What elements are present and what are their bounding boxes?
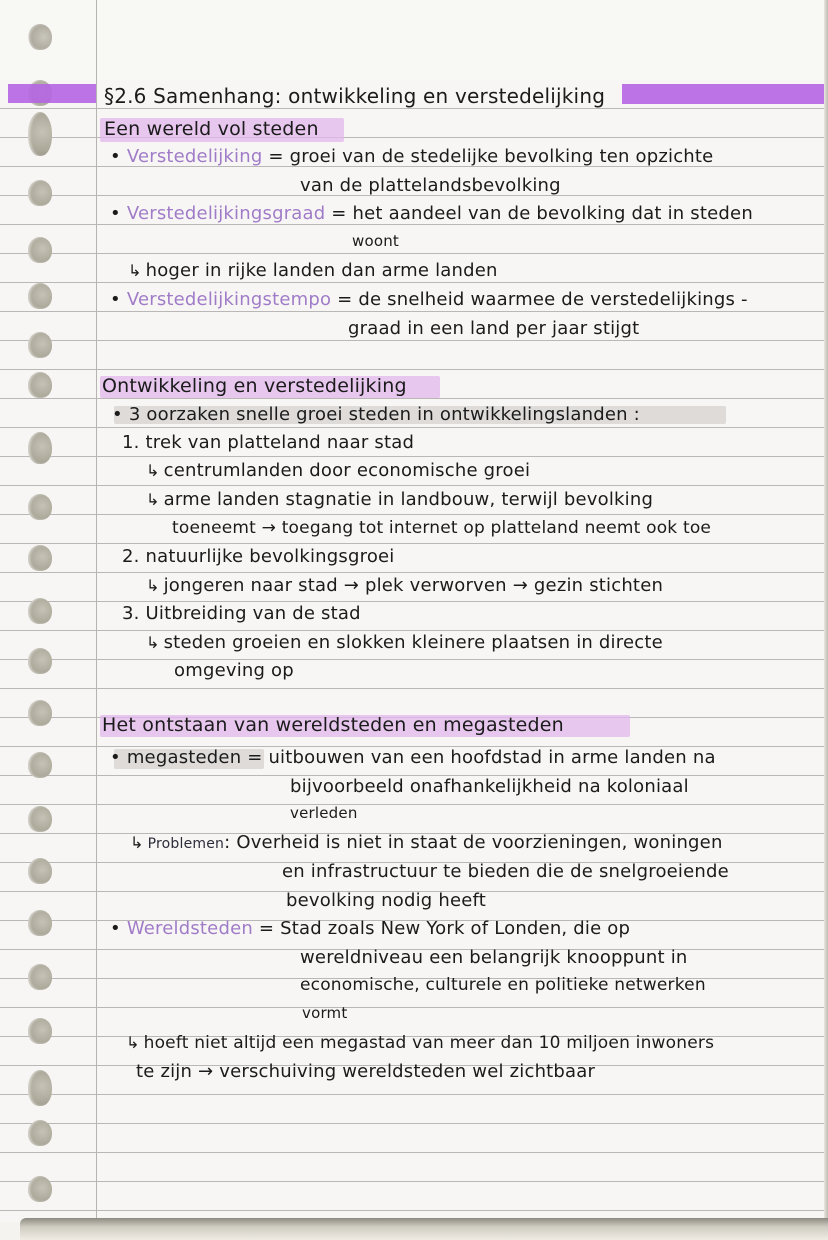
- punch-hole-icon: [28, 372, 52, 398]
- page-right-edge: [824, 0, 828, 1222]
- hook-arrow-icon: ↳: [146, 461, 160, 480]
- note-text: centrumlanden door economische groei: [163, 460, 531, 481]
- definition: uitbouwen van een hoofdstad in arme landen na: [268, 747, 716, 768]
- section-intro: [112, 404, 640, 425]
- definition-continued: economische, culturele en politieke netwerken: [300, 975, 706, 995]
- separator: =: [331, 289, 359, 310]
- hook-arrow-icon: ↳: [130, 833, 144, 852]
- punch-hole-icon: [28, 910, 52, 936]
- definition-continued: verleden: [290, 804, 358, 822]
- section-heading: Een wereld vol steden: [104, 118, 319, 140]
- section-heading: Het ontstaan van wereldsteden en megasteden: [102, 714, 564, 736]
- note-continued: omgeving op: [174, 660, 294, 681]
- title-highlight-right: [622, 84, 824, 104]
- separator: =: [325, 203, 353, 224]
- punch-hole-icon: [28, 858, 52, 884]
- sub-note: [146, 632, 663, 653]
- note-text: steden groeien en slokken kleinere plaatsen in directe: [163, 632, 663, 653]
- sub-note: [146, 489, 653, 510]
- note-continued: bevolking nodig heeft: [286, 890, 486, 911]
- punch-hole-icon: [28, 1176, 52, 1202]
- title-highlight-left: [8, 84, 96, 103]
- definition: het aandeel van de bevolking dat in steden: [352, 203, 753, 224]
- definition-continued: graad in een land per jaar stijgt: [348, 318, 640, 339]
- page-top-margin: [0, 0, 828, 80]
- page-title: §2.6 Samenhang: ontwikkeling en verstedelijking: [104, 84, 606, 108]
- sub-note: [126, 1033, 714, 1053]
- definition-continued: bijvoorbeeld onafhankelijkheid na koloniaal: [290, 776, 689, 797]
- note-text: hoeft niet altijd een megastad van meer dan 10 miljoen inwoners: [143, 1033, 715, 1053]
- term: Verstedelijking: [126, 146, 263, 167]
- punch-hole-icon: [28, 24, 52, 50]
- punch-hole-icon: [28, 1120, 52, 1146]
- punch-hole-icon: [28, 1018, 52, 1044]
- definition-continued: wereldniveau een belangrijk knooppunt in: [300, 947, 688, 968]
- note-continued: toeneemt → toegang tot internet op platteland neemt ook toe: [172, 518, 712, 538]
- separator: =: [252, 918, 281, 939]
- cause-item: 3. Uitbreiding van de stad: [122, 603, 361, 624]
- section-heading: Ontwikkeling en verstedelijking: [102, 375, 407, 397]
- punch-hole-icon: [28, 648, 52, 674]
- punch-hole-icon: [28, 180, 52, 206]
- punch-hole-icon: [28, 1070, 52, 1106]
- bullet-icon: •: [110, 289, 121, 310]
- punch-hole-icon: [28, 806, 52, 832]
- punch-hole-icon: [28, 494, 52, 520]
- note-continued: te zijn → verschuiving wereldsteden wel zichtbaar: [136, 1061, 596, 1082]
- definition: groei van de stedelijke bevolking ten opzichte: [289, 146, 714, 167]
- definition: Stad zoals New York of Londen, die op: [280, 918, 631, 939]
- definition-continued: van de plattelandsbevolking: [300, 175, 561, 196]
- term: Verstedelijkingstempo: [126, 289, 332, 310]
- intro-text: 3 oorzaken snelle groei steden in ontwikkelingslanden :: [128, 404, 640, 425]
- list-item: [110, 146, 713, 167]
- definition-continued: vormt: [302, 1004, 348, 1022]
- margin-line: [96, 0, 97, 1222]
- bullet-icon: •: [112, 404, 123, 425]
- list-item: [110, 747, 716, 768]
- cause-item: 2. natuurlijke bevolkingsgroei: [122, 546, 395, 567]
- list-item: [110, 918, 630, 939]
- definition: de snelheid waarmee de verstedelijkings -: [358, 289, 748, 310]
- punch-hole-icon: [28, 598, 52, 624]
- cause-item: 1. trek van platteland naar stad: [122, 432, 415, 453]
- note-continued: en infrastructuur te bieden die de snelgroeiende: [282, 861, 729, 882]
- punch-hole-icon: [28, 283, 52, 309]
- sub-label: Problemen: [147, 836, 225, 852]
- bullet-icon: •: [110, 203, 121, 224]
- list-item: [110, 203, 753, 224]
- note-text: : Overheid is niet in staat de voorzieningen, woningen: [224, 832, 723, 853]
- punch-hole-icon: [28, 332, 52, 358]
- sub-note: [146, 575, 663, 596]
- punch-hole-icon: [28, 545, 52, 571]
- bullet-icon: •: [110, 918, 121, 939]
- bullet-icon: •: [110, 146, 121, 167]
- list-item: [110, 289, 748, 310]
- note-text: arme landen stagnatie in landbouw, terwijl bevolking: [163, 489, 654, 510]
- hook-arrow-icon: ↳: [146, 576, 160, 595]
- punch-hole-icon: [28, 964, 52, 990]
- hook-arrow-icon: ↳: [146, 633, 160, 652]
- term: megasteden: [126, 747, 242, 768]
- hook-arrow-icon: ↳: [128, 261, 142, 280]
- separator: =: [262, 146, 290, 167]
- separator: =: [241, 747, 269, 768]
- page-bottom-edge: [20, 1218, 828, 1240]
- sub-note: [130, 832, 723, 853]
- hook-arrow-icon: ↳: [146, 490, 160, 509]
- hook-arrow-icon: ↳: [126, 1033, 140, 1052]
- sub-note: [146, 460, 530, 481]
- bullet-icon: •: [110, 747, 121, 768]
- note-text: jongeren naar stad → plek verworven → gezin stichten: [163, 575, 664, 596]
- note-text: hoger in rijke landen dan arme landen: [145, 260, 498, 281]
- definition-continued: woont: [352, 232, 400, 250]
- punch-hole-icon: [28, 112, 52, 156]
- term: Wereldsteden: [126, 918, 253, 939]
- term: Verstedelijkingsgraad: [126, 203, 326, 224]
- punch-hole-icon: [28, 700, 52, 726]
- sub-note: [128, 260, 498, 281]
- punch-hole-icon: [28, 432, 52, 464]
- punch-hole-icon: [28, 237, 52, 263]
- punch-hole-icon: [28, 752, 52, 778]
